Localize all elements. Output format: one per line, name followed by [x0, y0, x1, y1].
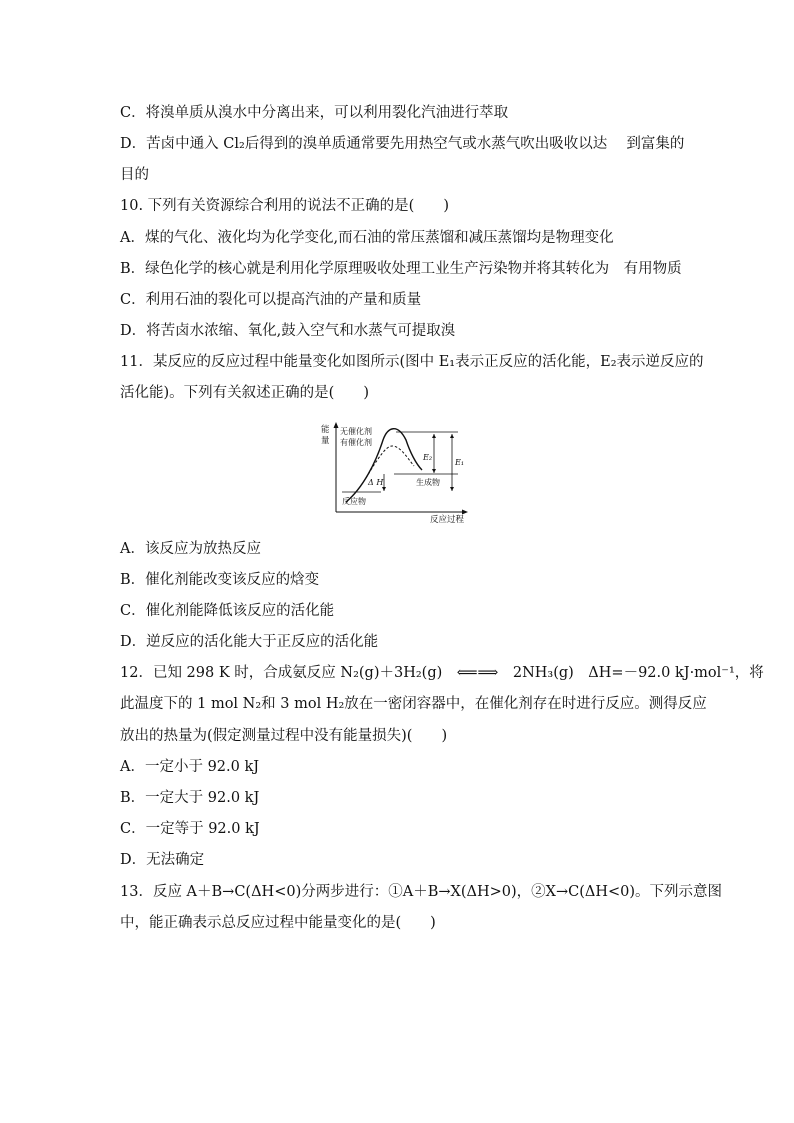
delta-h-arrowhead: [382, 487, 386, 491]
e2-label: E₂: [423, 453, 433, 462]
x-axis-arrow: [462, 510, 468, 515]
reactant-label: 反应物: [342, 497, 366, 506]
option-12c: C．一定等于 92.0 kJ: [120, 821, 260, 837]
energy-diagram-svg: [318, 418, 470, 524]
question-13: 13．反应 A＋B→C(ΔH<0)分两步进行：①A＋B→X(ΔH>0)，②X→C(ΔH<0)。下列示意图: [120, 884, 723, 900]
with-catalyst-label: 有催化剂: [340, 438, 372, 447]
x-axis-label: 反应过程: [430, 515, 465, 524]
option-10a: A．煤的气化、液化均为化学变化,而石油的常压蒸馏和减压蒸馏均是物理变化: [120, 230, 614, 246]
energy-diagram: [318, 418, 470, 524]
question-13-cont: 中，能正确表示总反应过程中能量变化的是( ): [120, 915, 436, 931]
question-11: 11．某反应的反应过程中能量变化如图所示(图中 E₁表示正反应的活化能，E₂表示逆反应的: [120, 354, 704, 370]
option-12b: B．一定大于 92.0 kJ: [120, 790, 260, 806]
option-9c: C．将溴单质从溴水中分离出来，可以利用裂化汽油进行萃取: [120, 105, 509, 121]
y-axis-label-1: 能: [321, 425, 330, 435]
y-axis-arrow: [334, 422, 339, 428]
option-10b: B．绿色化学的核心就是利用化学原理吸收处理工业生产污染物并将其转化为 有用物质: [120, 261, 682, 277]
delta-h-label: Δ H: [368, 478, 384, 487]
no-catalyst-label: 无催化剂: [340, 427, 372, 436]
question-12: 12．已知 298 K 时，合成氨反应 N₂(g)＋3H₂(g) ⟸⟹ 2NH₃(g) ΔH=－92.0 kJ·mol⁻¹，将: [120, 665, 764, 681]
option-11b: B．催化剂能改变该反应的焓变: [120, 572, 320, 588]
option-12d: D．无法确定: [120, 852, 205, 868]
option-11c: C．催化剂能降低该反应的活化能: [120, 603, 335, 619]
catalyzed-curve: [366, 446, 414, 478]
y-axis-label-2: 量: [321, 436, 330, 446]
question-11-cont: 活化能)。下列有关叙述正确的是( ): [120, 385, 369, 401]
question-12-cont: 此温度下的 1 mol N₂和 3 mol H₂放在一密闭容器中，在催化剂存在时进行反应。测得反应: [120, 696, 707, 712]
question-10: 10. 下列有关资源综合利用的说法不正确的是( ): [120, 198, 449, 214]
option-10d: D．将苦卤水浓缩、氧化,鼓入空气和水蒸气可提取溴: [120, 323, 456, 339]
option-9d-cont: 目的: [120, 167, 149, 183]
product-label: 生成物: [416, 478, 440, 487]
e1-label: E₁: [455, 458, 465, 467]
option-11a: A．该反应为放热反应: [120, 541, 261, 557]
option-10c: C．利用石油的裂化可以提高汽油的产量和质量: [120, 292, 422, 308]
question-12-cont2: 放出的热量为(假定测量过程中没有能量损失)( ): [120, 728, 448, 744]
option-9d: D．苦卤中通入 Cl₂后得到的溴单质通常要先用热空气或水蒸气吹出吸收以达 到富集的: [120, 136, 685, 152]
option-11d: D．逆反应的活化能大于正反应的活化能: [120, 634, 379, 650]
option-12a: A．一定小于 92.0 kJ: [120, 759, 260, 775]
